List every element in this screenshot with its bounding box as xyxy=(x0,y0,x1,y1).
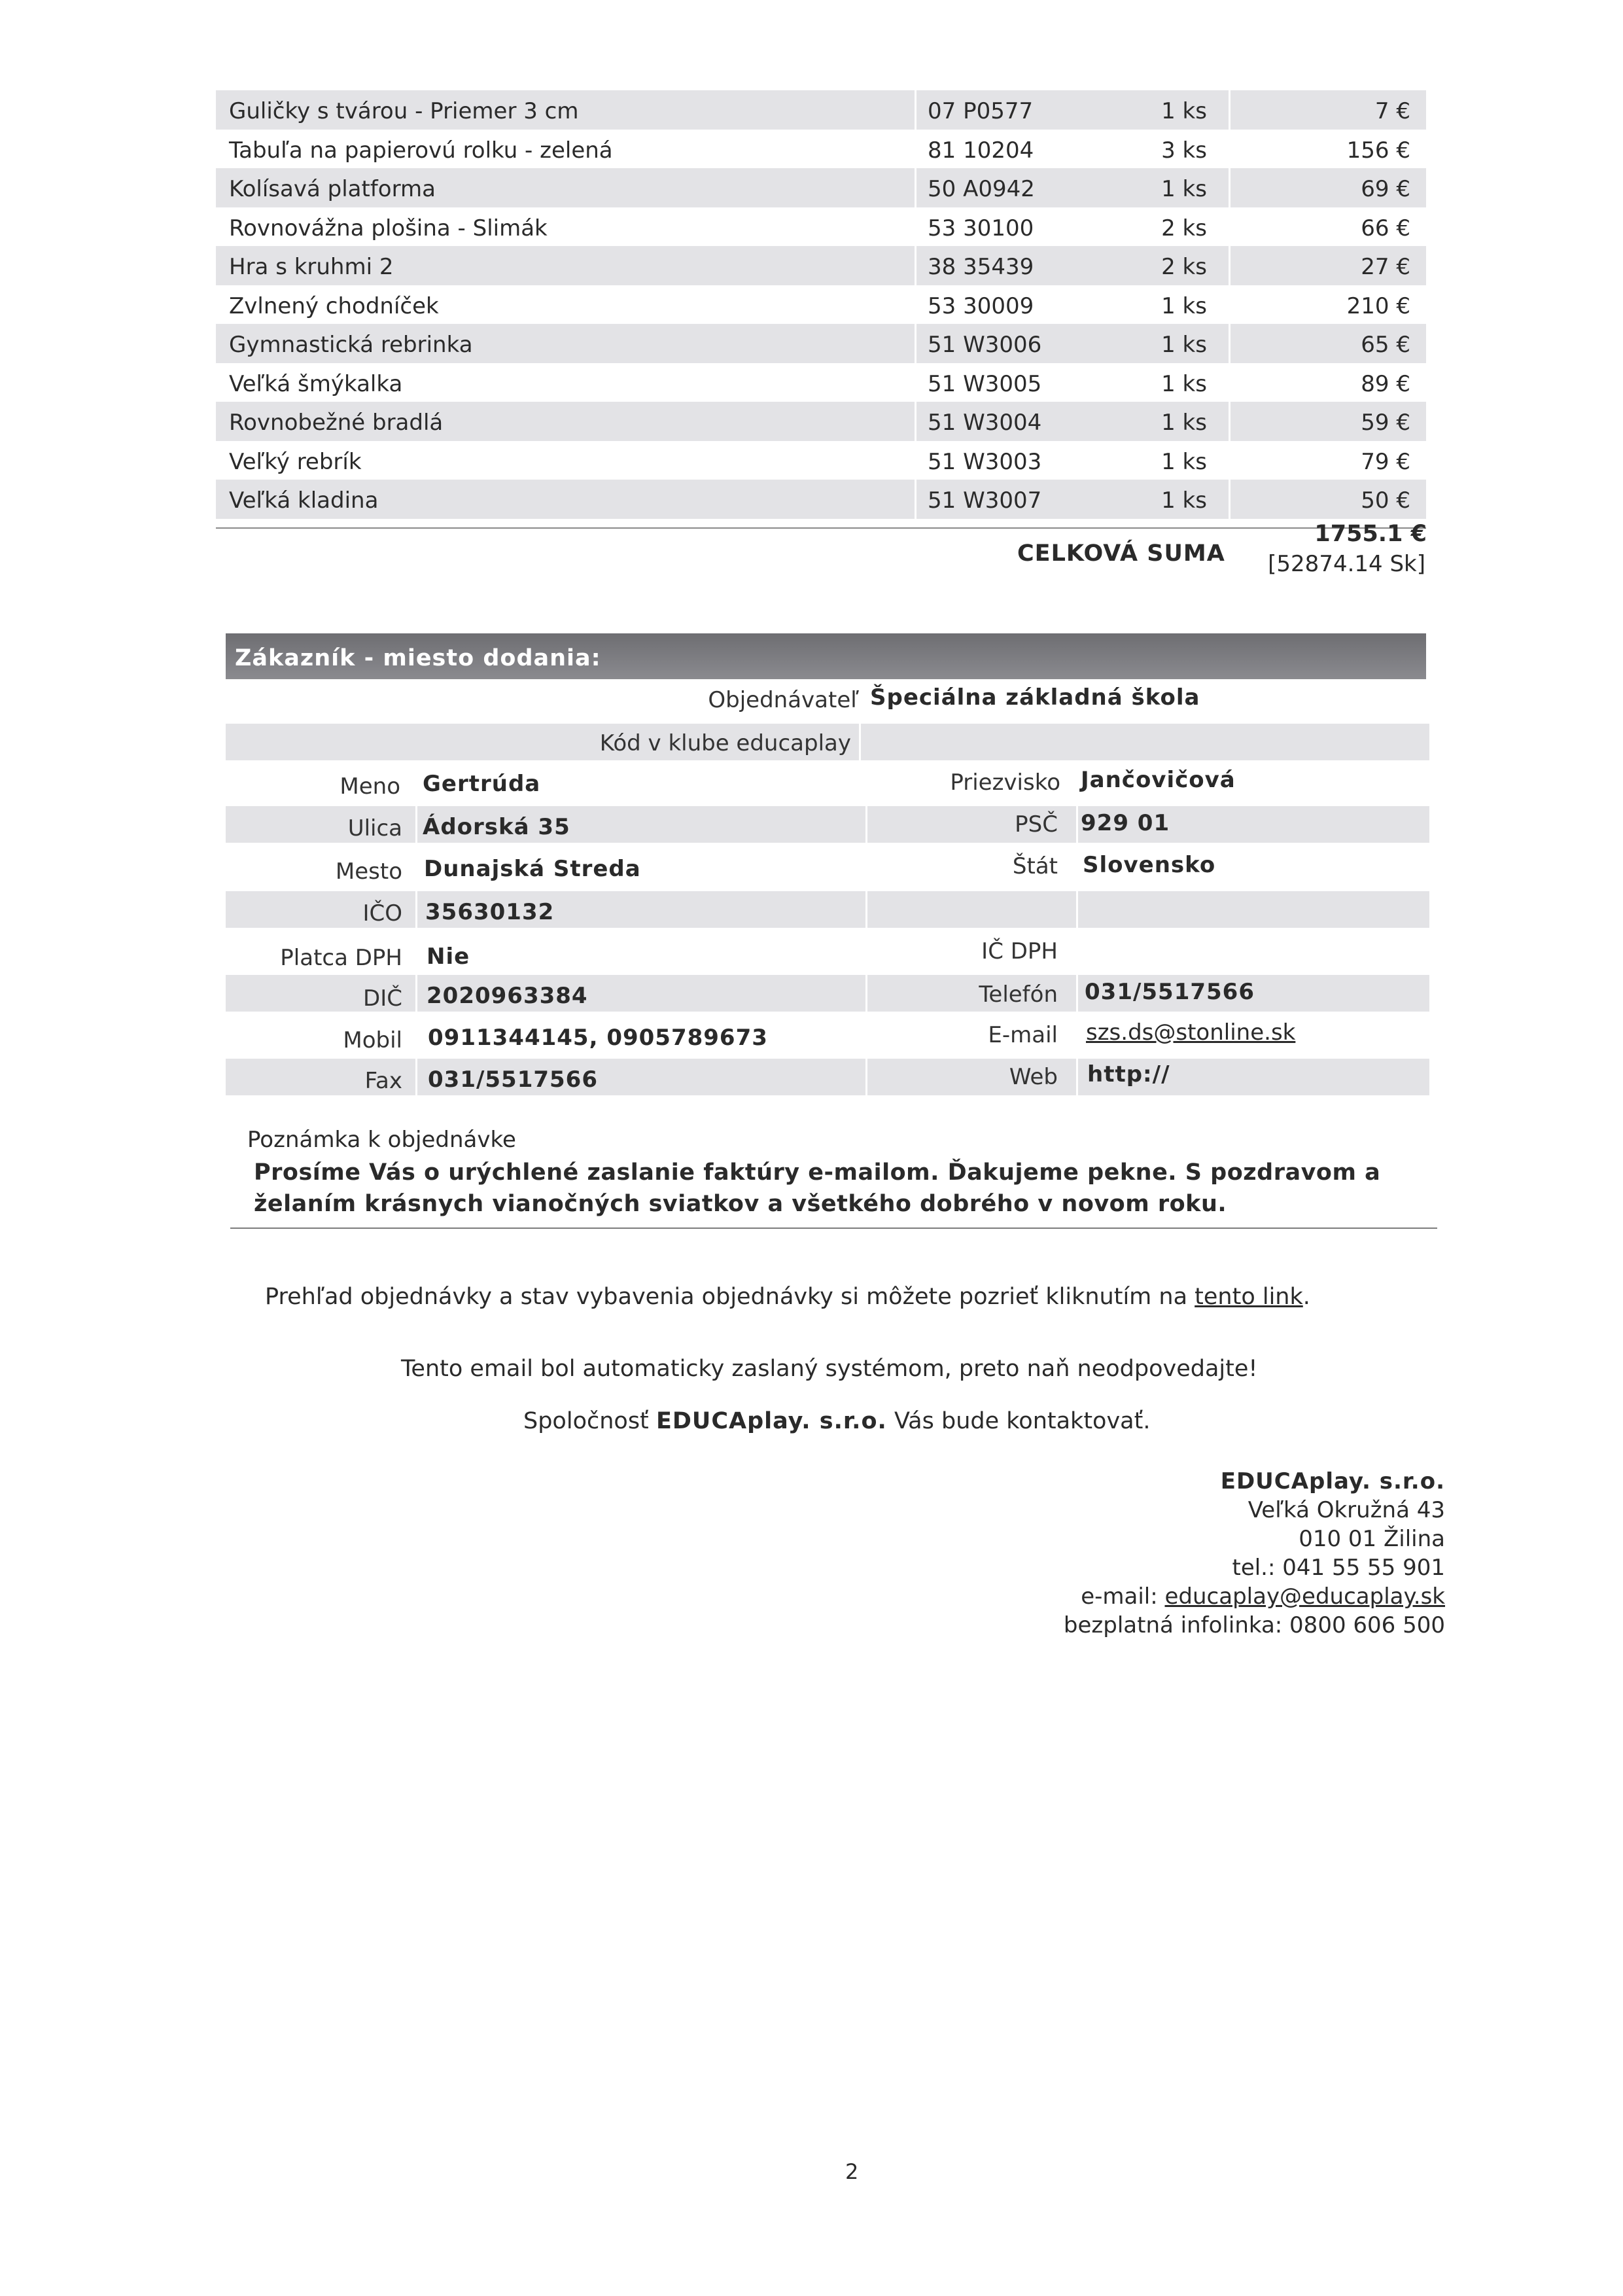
table-row xyxy=(216,324,1426,363)
contact-post: Vás bude kontaktovať. xyxy=(894,1408,1151,1434)
web-label: Web xyxy=(1009,1064,1058,1090)
address-tel: tel.: 041 55 55 901 xyxy=(1232,1555,1445,1581)
auto-email-notice: Tento email bol automaticky zaslaný systémom, preto naň neodpovedajte! xyxy=(401,1356,1258,1382)
item-price: 89 € xyxy=(1361,370,1410,397)
overview-text: Prehľad objednávky a stav vybavenia objednávky si môžete pozrieť kliknutím na xyxy=(265,1284,1188,1310)
item-price: 65 € xyxy=(1361,332,1410,358)
table-row xyxy=(216,130,1426,169)
zip-label: PSČ xyxy=(1015,811,1058,838)
fax-label: Fax xyxy=(364,1068,402,1094)
table-row xyxy=(216,90,1426,130)
item-name: Veľký rebrík xyxy=(229,448,362,475)
city-value: Dunajská Streda xyxy=(424,856,641,882)
table-row xyxy=(216,363,1426,402)
customer-section-title: Zákazník - miesto dodania: xyxy=(235,645,601,671)
phone-label: Telefón xyxy=(979,981,1058,1008)
vat-payer-value: Nie xyxy=(427,944,470,970)
club-code-label: Kód v klube educaplay xyxy=(599,730,851,756)
item-name: Kolísavá platforma xyxy=(229,176,436,202)
item-name: Hra s kruhmi 2 xyxy=(229,254,394,280)
item-qty: 1 ks xyxy=(1161,292,1207,319)
item-price: 69 € xyxy=(1361,176,1410,202)
item-qty: 1 ks xyxy=(1161,370,1207,397)
email-link[interactable]: szs.ds@stonline.sk xyxy=(1086,1019,1296,1046)
address-email-line xyxy=(1081,1583,1445,1610)
ico-label: IČO xyxy=(362,900,402,927)
item-code: 07 P0577 xyxy=(928,98,1034,124)
item-price: 79 € xyxy=(1361,448,1410,475)
item-name: Rovnobežné bradlá xyxy=(229,410,444,436)
overview-sentence xyxy=(265,1284,1310,1310)
orderer-label: Objednávateľ xyxy=(708,687,859,713)
name-label: Meno xyxy=(340,773,400,800)
item-qty: 1 ks xyxy=(1161,487,1207,514)
total-label: CELKOVÁ SUMA xyxy=(1017,540,1225,567)
row-band xyxy=(226,1059,1429,1095)
contact-sentence xyxy=(523,1408,1150,1434)
item-price: 156 € xyxy=(1346,137,1410,164)
item-qty: 3 ks xyxy=(1161,137,1207,164)
overview-end: . xyxy=(1302,1284,1310,1310)
vat-payer-label: Platca DPH xyxy=(280,945,402,971)
item-price: 50 € xyxy=(1361,487,1410,514)
item-price: 59 € xyxy=(1361,410,1410,436)
total-eur: 1755.1 € xyxy=(1314,521,1427,547)
dic-value: 2020963384 xyxy=(427,983,588,1009)
item-code: 53 30100 xyxy=(928,215,1034,241)
table-row xyxy=(216,402,1426,441)
customer-section-header xyxy=(226,633,1426,679)
address-city: 010 01 Žilina xyxy=(1299,1526,1445,1552)
dic-label: DIČ xyxy=(363,985,402,1012)
address-street: Veľká Okružná 43 xyxy=(1248,1497,1445,1523)
row-band xyxy=(226,806,1429,843)
mobile-value: 0911344145, 0905789673 xyxy=(428,1025,768,1051)
item-name: Zvlnený chodníček xyxy=(229,292,439,319)
item-code: 51 W3004 xyxy=(928,410,1042,436)
item-code: 51 W3007 xyxy=(928,487,1042,514)
item-qty: 1 ks xyxy=(1161,176,1207,202)
table-row xyxy=(216,207,1426,247)
total-sk: [52874.14 Sk] xyxy=(1268,551,1425,577)
row-band xyxy=(226,891,1429,928)
overview-link[interactable]: tento link xyxy=(1195,1284,1303,1310)
item-code: 38 35439 xyxy=(928,254,1034,280)
item-qty: 2 ks xyxy=(1161,254,1207,280)
page-number: 2 xyxy=(845,2159,859,2184)
item-name: Veľká šmýkalka xyxy=(229,370,403,397)
ico-value: 35630132 xyxy=(425,899,555,925)
table-row xyxy=(216,441,1426,480)
table-row xyxy=(216,480,1426,519)
item-qty: 1 ks xyxy=(1161,410,1207,436)
items-divider xyxy=(216,527,1426,529)
surname-label: Priezvisko xyxy=(950,769,1060,796)
address-infoline: bezplatná infolinka: 0800 606 500 xyxy=(1063,1612,1445,1638)
table-row xyxy=(216,168,1426,207)
address-email-link[interactable]: educaplay@educaplay.sk xyxy=(1164,1583,1445,1610)
country-label: Štát xyxy=(1012,853,1058,879)
item-name: Tabuľa na papierovú rolku - zelená xyxy=(229,137,613,164)
contact-pre: Spoločnosť xyxy=(523,1408,649,1434)
city-label: Mesto xyxy=(335,858,402,885)
email-label: E-mail xyxy=(988,1022,1058,1048)
item-price: 27 € xyxy=(1361,254,1410,280)
web-value[interactable]: http:// xyxy=(1087,1061,1170,1087)
street-label: Ulica xyxy=(347,815,402,841)
contact-company: EDUCAplay. s.r.o. xyxy=(655,1408,887,1434)
surname-value: Jančovičová xyxy=(1081,767,1236,793)
item-code: 81 10204 xyxy=(928,137,1034,164)
note-divider xyxy=(230,1227,1437,1229)
item-name: Veľká kladina xyxy=(229,487,379,514)
phone-value: 031/5517566 xyxy=(1085,979,1255,1005)
item-name: Rovnovážna plošina - Slimák xyxy=(229,215,548,241)
fax-value: 031/5517566 xyxy=(428,1067,598,1093)
item-qty: 1 ks xyxy=(1161,448,1207,475)
item-code: 51 W3005 xyxy=(928,370,1042,397)
item-code: 50 A0942 xyxy=(928,176,1035,202)
item-code: 51 W3003 xyxy=(928,448,1042,475)
item-qty: 1 ks xyxy=(1161,332,1207,358)
item-price: 66 € xyxy=(1361,215,1410,241)
mobile-label: Mobil xyxy=(343,1027,402,1053)
street-value: Ádorská 35 xyxy=(423,814,570,840)
address-company: EDUCAplay. s.r.o. xyxy=(1220,1468,1445,1494)
item-code: 51 W3006 xyxy=(928,332,1042,358)
note-text: Prosíme Vás o urýchlené zaslanie faktúry e-mailom. Ďakujeme pekne. S pozdravom a želaním krásnych vianočných sviatkov a všetkého dobrého v novom roku. xyxy=(254,1159,1381,1217)
item-name: Guličky s tvárou - Priemer 3 cm xyxy=(229,98,579,124)
note-label: Poznámka k objednávke xyxy=(247,1127,516,1153)
item-qty: 2 ks xyxy=(1161,215,1207,241)
address-email-label: e-mail: xyxy=(1081,1583,1158,1610)
ic-dph-label: IČ DPH xyxy=(981,938,1058,964)
item-code: 53 30009 xyxy=(928,292,1034,319)
table-row xyxy=(216,285,1426,325)
table-row xyxy=(216,246,1426,285)
items-table xyxy=(216,90,1426,519)
item-name: Gymnastická rebrinka xyxy=(229,332,473,358)
name-value: Gertrúda xyxy=(423,771,541,797)
item-price: 7 € xyxy=(1374,98,1410,124)
zip-value: 929 01 xyxy=(1081,810,1170,836)
item-price: 210 € xyxy=(1346,292,1410,319)
item-qty: 1 ks xyxy=(1161,98,1207,124)
orderer-value: Špeciálna základná škola xyxy=(870,684,1200,711)
country-value: Slovensko xyxy=(1083,852,1216,878)
